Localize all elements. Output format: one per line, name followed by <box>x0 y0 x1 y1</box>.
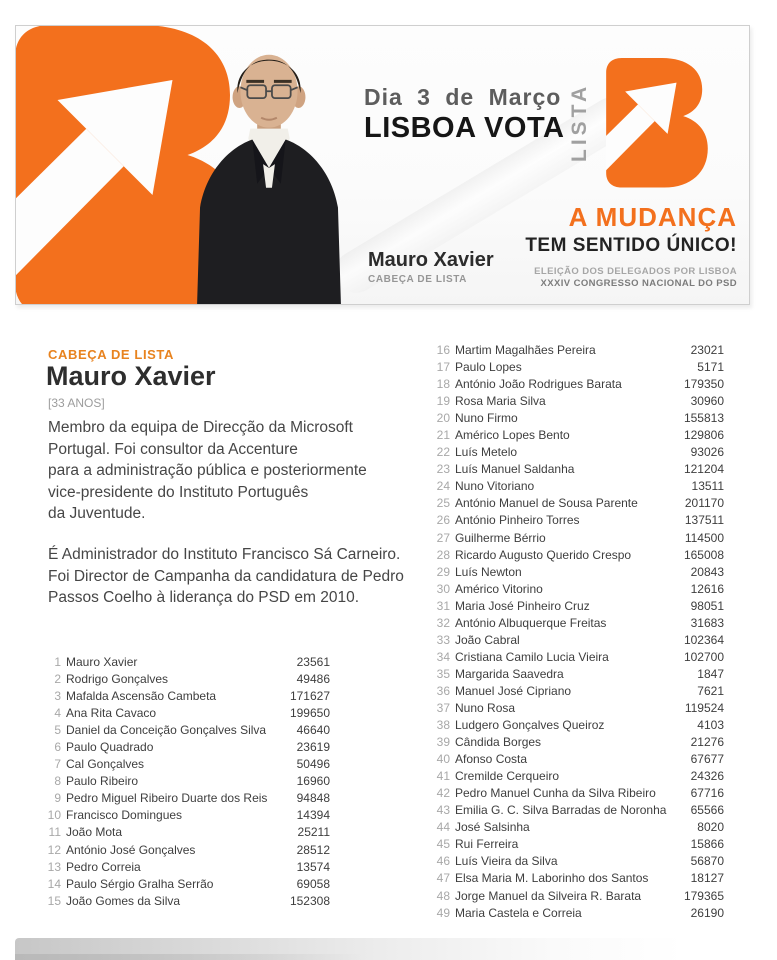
candidate-row <box>433 837 724 854</box>
candidate-name: Jorge Manuel da Silveira R. Barata <box>455 888 642 903</box>
candidate-row <box>433 701 724 718</box>
candidate-votes: 28512 <box>296 842 330 857</box>
candidate-name: Ludgero Gonçalves Queiroz <box>455 718 605 733</box>
candidate-name: Mauro Xavier <box>66 655 138 669</box>
candidate-row <box>44 757 330 774</box>
candidate-number: 43 <box>436 803 450 818</box>
candidate-votes: 94848 <box>296 791 330 806</box>
candidate-votes: 102700 <box>683 649 724 664</box>
candidate-name: António José Gonçalves <box>66 842 196 857</box>
candidate-name: Américo Vitorino <box>455 581 543 596</box>
candidate-name: António Albuquerque Freitas <box>455 615 607 630</box>
candidate-row <box>433 599 724 616</box>
candidate-row <box>433 445 724 462</box>
candidate-votes: 13511 <box>691 479 724 494</box>
candidate-row <box>433 428 724 445</box>
candidate-votes: 25211 <box>297 825 330 840</box>
candidate-number: 28 <box>436 547 450 562</box>
candidate-number: 12 <box>47 842 61 857</box>
candidate-row <box>433 411 724 428</box>
header-banner <box>15 25 750 305</box>
candidate-name: Américo Lopes Bento <box>455 428 570 443</box>
candidate-name: Paulo Sérgio Gralha Serrão <box>66 876 214 891</box>
candidate-name: António Pinheiro Torres <box>455 513 580 528</box>
candidate-name: Nuno Vitoriano <box>455 479 535 494</box>
candidate-name: Pedro Correia <box>66 859 141 874</box>
candidate-number: 31 <box>436 598 450 613</box>
candidate-photo <box>184 38 354 304</box>
candidate-row <box>433 871 724 888</box>
candidate-votes: 201170 <box>684 496 724 511</box>
candidate-name: Paulo Quadrado <box>66 740 154 755</box>
candidate-votes: 102364 <box>683 632 724 647</box>
candidate-row <box>433 513 724 530</box>
candidate-row <box>433 531 724 548</box>
candidate-name: Rodrigo Gonçalves <box>66 672 169 687</box>
candidate-votes: 49486 <box>296 672 330 687</box>
candidate-number: 48 <box>436 888 450 903</box>
candidate-number: 33 <box>436 632 450 647</box>
candidate-votes: 18127 <box>690 871 724 886</box>
candidate-name: Martim Magalhães Pereira <box>455 343 596 357</box>
candidate-name: António João Rodrigues Barata <box>455 377 622 392</box>
candidate-votes: 24326 <box>690 769 724 784</box>
candidate-votes: 8020 <box>697 820 724 835</box>
candidate-name: Nuno Firmo <box>455 411 518 426</box>
candidate-row <box>433 769 724 786</box>
election-line-1: ELEIÇÃO DOS DELEGADOS POR LISBOA <box>534 266 737 277</box>
candidate-number: 44 <box>436 820 450 835</box>
candidate-votes: 56870 <box>690 854 724 869</box>
candidate-row <box>433 684 724 701</box>
candidate-votes: 69058 <box>296 876 330 891</box>
candidate-number: 8 <box>54 774 61 789</box>
candidate-name: Rui Ferreira <box>455 837 519 852</box>
candidate-number: 19 <box>436 394 450 409</box>
next-page-edge <box>15 938 743 960</box>
candidate-number: 10 <box>47 808 61 823</box>
candidate-row <box>44 672 330 689</box>
candidate-votes: 12616 <box>690 581 724 596</box>
profile-age: [33 ANOS] <box>48 396 105 410</box>
candidate-row <box>44 706 330 723</box>
candidate-votes: 179365 <box>683 888 724 903</box>
candidate-row <box>433 633 724 650</box>
election-line-2: XXXIV CONGRESSO NACIONAL DO PSD <box>540 278 737 289</box>
candidate-number: 24 <box>436 479 450 494</box>
slogan-line-2: TEM SENTIDO ÚNICO! <box>525 235 737 256</box>
candidate-row <box>44 689 330 706</box>
candidate-votes: 20843 <box>690 564 724 579</box>
candidate-number: 20 <box>436 411 450 426</box>
candidate-votes: 14394 <box>296 808 330 823</box>
candidate-name: Cristiana Camilo Lucia Vieira <box>455 649 609 664</box>
candidate-name: João Cabral <box>455 632 520 647</box>
candidate-number: 18 <box>436 377 450 392</box>
candidate-name: Pedro Miguel Ribeiro Duarte dos Reis <box>66 791 268 806</box>
candidate-name: Elsa Maria M. Laborinho dos Santos <box>455 871 649 886</box>
candidate-votes: 199650 <box>289 706 330 721</box>
candidate-row <box>433 548 724 565</box>
candidate-number: 22 <box>436 445 450 460</box>
candidate-row <box>433 343 724 360</box>
candidate-votes: 23021 <box>690 343 724 357</box>
candidate-number: 36 <box>436 683 450 698</box>
lista-b-arrow-logo-small <box>606 58 718 192</box>
candidate-number: 35 <box>436 666 450 681</box>
candidate-row <box>433 667 724 684</box>
candidate-row <box>44 894 330 911</box>
candidate-name: Ricardo Augusto Querido Crespo <box>455 547 632 562</box>
candidate-votes: 31683 <box>690 615 724 630</box>
candidate-votes: 30960 <box>690 394 724 409</box>
candidate-name: Francisco Domingues <box>66 808 183 823</box>
slogan-block <box>525 202 737 289</box>
candidate-number: 46 <box>436 854 450 869</box>
candidate-column-left <box>44 655 330 911</box>
candidate-number: 23 <box>436 462 450 477</box>
candidate-votes: 171627 <box>289 689 330 704</box>
candidate-row <box>433 854 724 871</box>
candidate-row <box>433 820 724 837</box>
candidate-votes: 7621 <box>697 683 724 698</box>
candidate-votes: 119524 <box>684 700 724 715</box>
candidate-number: 27 <box>436 530 450 545</box>
candidate-name: Afonso Costa <box>455 752 528 767</box>
candidate-votes: 98051 <box>690 598 724 613</box>
candidate-number: 25 <box>436 496 450 511</box>
candidate-row <box>44 774 330 791</box>
candidate-name: Maria José Pinheiro Cruz <box>455 598 590 613</box>
candidate-row <box>44 825 330 842</box>
candidate-number: 7 <box>54 757 61 772</box>
candidate-name: Nuno Rosa <box>455 700 516 715</box>
candidate-row <box>44 740 330 757</box>
candidate-votes: 65566 <box>690 803 724 818</box>
banner-title: LISBOA VOTA <box>364 112 565 144</box>
candidate-votes: 93026 <box>690 445 724 460</box>
candidate-number: 37 <box>436 700 450 715</box>
candidate-number: 45 <box>436 837 450 852</box>
candidate-number: 1 <box>54 655 61 669</box>
candidate-number: 42 <box>436 786 450 801</box>
candidate-number: 5 <box>54 723 61 738</box>
candidate-votes: 15866 <box>690 837 724 852</box>
banner-date: Dia 3 de Março <box>364 84 562 110</box>
candidate-row <box>433 462 724 479</box>
caption-name: Mauro Xavier <box>368 249 494 271</box>
candidate-votes: 23619 <box>296 740 330 755</box>
candidate-number: 47 <box>436 871 450 886</box>
candidate-number: 29 <box>436 564 450 579</box>
candidate-row <box>433 906 724 923</box>
candidate-number: 34 <box>436 649 450 664</box>
candidate-name: Luís Vieira da Silva <box>455 854 558 869</box>
candidate-row <box>433 496 724 513</box>
candidate-number: 16 <box>436 343 450 357</box>
lista-vertical-label: LISTA <box>568 82 591 162</box>
candidate-row <box>433 394 724 411</box>
candidate-row <box>44 877 330 894</box>
candidate-number: 26 <box>436 513 450 528</box>
candidate-row <box>433 650 724 667</box>
candidate-row <box>433 582 724 599</box>
candidate-number: 3 <box>54 689 61 704</box>
candidate-name: Pedro Manuel Cunha da Silva Ribeiro <box>455 786 656 801</box>
candidate-row <box>433 735 724 752</box>
candidate-name: Manuel José Cipriano <box>455 683 572 698</box>
candidate-number: 9 <box>54 791 61 806</box>
candidate-votes: 5171 <box>697 360 724 375</box>
candidate-votes: 114500 <box>684 530 724 545</box>
candidate-votes: 46640 <box>296 723 330 738</box>
candidate-row <box>44 655 330 672</box>
candidate-number: 39 <box>436 735 450 750</box>
candidate-number: 11 <box>48 825 61 840</box>
candidate-name: Emilia G. C. Silva Barradas de Noronha <box>455 803 667 818</box>
candidate-row <box>433 360 724 377</box>
candidate-row <box>433 786 724 803</box>
profile-name: Mauro Xavier <box>46 361 216 391</box>
candidate-name: Luís Newton <box>455 564 522 579</box>
candidate-name: Luís Manuel Saldanha <box>455 462 575 477</box>
candidate-name: Ana Rita Cavaco <box>66 706 157 721</box>
caption-role: CABEÇA DE LISTA <box>368 274 467 285</box>
candidate-name: Daniel da Conceição Gonçalves Silva <box>66 723 267 738</box>
photo-caption <box>368 249 494 285</box>
candidate-votes: 121204 <box>683 462 724 477</box>
candidate-row <box>44 723 330 740</box>
candidate-row <box>433 616 724 633</box>
candidate-name: Cal Gonçalves <box>66 757 145 772</box>
candidate-votes: 129806 <box>683 428 724 443</box>
candidate-votes: 67716 <box>690 786 724 801</box>
candidate-number: 2 <box>54 672 61 687</box>
profile-bio-paragraph-1: Membro da equipa de Direcção da Microsoft Portugal. Foi consultor da Accenture para a administração pública e posteriormente vice-presidente do Instituto Português da Juventude. <box>48 419 367 522</box>
candidate-column-right <box>433 343 724 923</box>
candidate-number: 4 <box>54 706 61 721</box>
candidate-votes: 1847 <box>697 666 724 681</box>
candidate-name: Cremilde Cerqueiro <box>455 769 560 784</box>
candidate-row <box>44 791 330 808</box>
candidate-votes: 152308 <box>289 893 330 908</box>
candidate-number: 17 <box>436 360 450 375</box>
candidate-votes: 50496 <box>296 757 330 772</box>
candidate-name: Guilherme Bérrio <box>455 530 546 545</box>
candidate-name: João Mota <box>66 825 123 840</box>
profile-heading: CABEÇA DE LISTA <box>48 347 174 362</box>
candidate-row <box>44 860 330 877</box>
slogan-line-1: A MUDANÇA <box>568 202 737 232</box>
candidate-row <box>44 843 330 860</box>
candidate-row <box>433 803 724 820</box>
candidate-number: 13 <box>47 859 61 874</box>
candidate-number: 41 <box>436 769 450 784</box>
candidate-number: 30 <box>436 581 450 596</box>
candidate-number: 49 <box>436 905 450 920</box>
candidate-votes: 13574 <box>296 859 330 874</box>
candidate-votes: 137511 <box>684 513 724 528</box>
candidate-name: Maria Castela e Correia <box>455 905 582 920</box>
candidate-name: António Manuel de Sousa Parente <box>455 496 638 511</box>
candidate-number: 32 <box>436 615 450 630</box>
candidate-votes: 155813 <box>683 411 724 426</box>
candidate-name: Margarida Saavedra <box>455 666 564 681</box>
candidate-name: Paulo Ribeiro <box>66 774 139 789</box>
candidate-name: Luís Metelo <box>455 445 518 460</box>
candidate-votes: 16960 <box>296 774 330 789</box>
candidate-name: Cândida Borges <box>455 735 542 750</box>
candidate-votes: 179350 <box>683 377 724 392</box>
candidate-row <box>433 377 724 394</box>
candidate-number: 15 <box>47 893 61 908</box>
candidate-row <box>433 718 724 735</box>
candidate-number: 40 <box>436 752 450 767</box>
candidate-votes: 21276 <box>690 735 724 750</box>
candidate-number: 6 <box>54 740 61 755</box>
candidate-row <box>433 479 724 496</box>
candidate-name: Paulo Lopes <box>455 360 522 375</box>
candidate-votes: 26190 <box>690 905 724 920</box>
candidate-number: 14 <box>47 876 61 891</box>
candidate-name: José Salsinha <box>455 820 530 835</box>
candidate-number: 38 <box>436 718 450 733</box>
candidate-row <box>433 752 724 769</box>
profile-bio-paragraph-2: É Administrador do Instituto Francisco Sá Carneiro. Foi Director de Campanha da candidatura de Pedro Passos Coelho à liderança do PSD em 2010. <box>48 546 404 606</box>
candidate-number: 21 <box>436 428 450 443</box>
candidate-votes: 4103 <box>697 718 724 733</box>
candidate-row <box>433 565 724 582</box>
candidate-row <box>44 808 330 825</box>
candidate-votes: 67677 <box>690 752 724 767</box>
candidate-name: Mafalda Ascensão Cambeta <box>66 689 217 704</box>
candidate-name: João Gomes da Silva <box>66 893 181 908</box>
candidate-name: Rosa Maria Silva <box>455 394 546 409</box>
candidate-votes: 23561 <box>296 655 330 669</box>
candidate-row <box>433 889 724 906</box>
candidate-votes: 165008 <box>683 547 724 562</box>
